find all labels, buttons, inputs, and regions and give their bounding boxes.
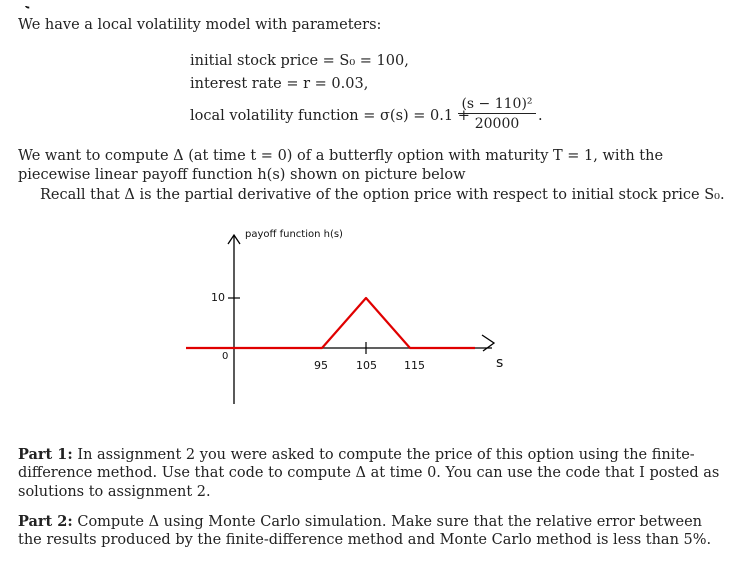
vol-numerator: (s − 110)² (458, 96, 536, 114)
param-stock-price: initial stock price = S₀ = 100, (190, 53, 409, 69)
payoff-series-line (186, 298, 475, 348)
part1-line-3: solutions to assignment 2. (18, 484, 211, 500)
figure-title: payoff function h(s) (245, 229, 343, 240)
part1-label: Part 1: (18, 446, 73, 463)
vol-period: . (538, 108, 543, 124)
part1-text-1: In assignment 2 you were asked to compute the price of this option using the finite- (77, 447, 695, 463)
part2-text-1: Compute Δ using Monte Carlo simulation. Make sure that the relative error between (77, 514, 703, 530)
part2-line-2: the results produced by the finite-difference method and Monte Carlo method is less than 5%. (18, 532, 712, 548)
x-tick-label-95: 95 (314, 359, 328, 372)
vol-fraction (458, 96, 536, 132)
task-line-2: piecewise linear payoff function h(s) shown on picture below (18, 167, 466, 183)
param-interest-rate: interest rate = r = 0.03, (190, 76, 369, 92)
x-axis-label: s (496, 355, 504, 371)
param-vol-label: local volatility function = σ(s) = 0.1 + (190, 108, 470, 124)
x-tick-label-105: 105 (356, 359, 377, 372)
part2-line-1 (18, 512, 702, 532)
y-tick-label: 10 (211, 291, 225, 304)
recall-text: Recall that Δ is the partial derivative of the option price with respect to initial stock price S₀. (40, 187, 725, 203)
x-tick-label-115: 115 (404, 359, 425, 372)
part1-line-1 (18, 445, 695, 465)
task-line-1: We want to compute Δ (at time t = 0) of a butterfly option with maturity T = 1, with the (18, 148, 664, 164)
top-cover (0, 0, 741, 6)
origin-label: 0 (222, 351, 229, 362)
payoff-figure (180, 222, 520, 412)
intro-text: We have a local volatility model with parameters: (18, 17, 382, 33)
part2-label: Part 2: (18, 513, 73, 530)
part1-line-2: difference method. Use that code to compute Δ at time 0. You can use the code that I posted as (18, 465, 720, 481)
vol-denominator: 20000 (474, 116, 520, 132)
